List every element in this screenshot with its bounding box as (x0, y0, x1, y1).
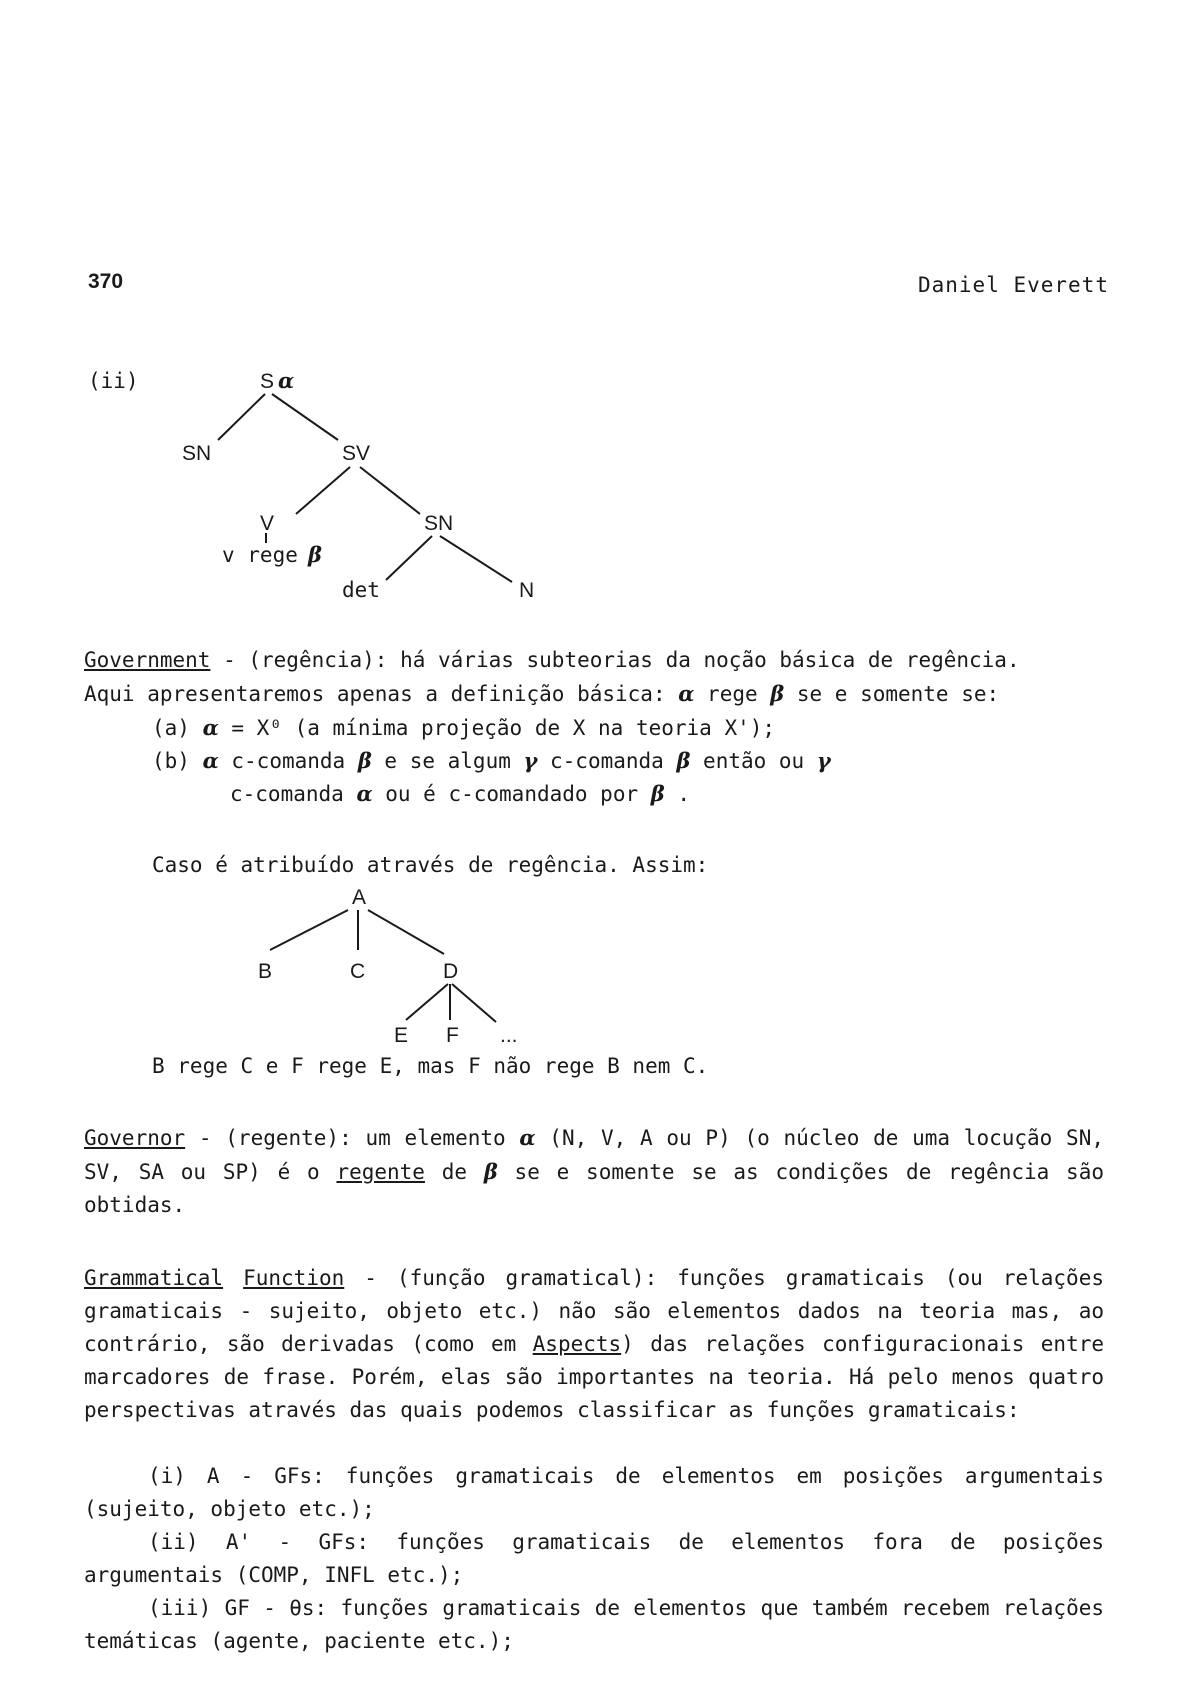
node-v: V (260, 512, 275, 535)
node-b: B (258, 960, 273, 983)
node-n: N (519, 579, 535, 602)
governor-paragraph: Governor - (regente): um elemento α (N, V, A ou P) (o núcleo de uma locução SN, SV, SA ou SP) é o regente de β se e somente se as condições de regência são obtidas. (84, 1125, 1104, 1217)
grammatical-function-paragraph: Grammatical Function - (função gramatical): funções gramaticais (ou relações gramaticais - sujeito, objeto etc.) não são elementos dados na teoria mas, ao contrário, são derivadas (como em Aspects) das relações configuracionais entre marcadores de frase. Porém, elas são importantes na teoria. Há pelo menos quatro perspectivas através das quais podemos classificar as funções gramaticais: (84, 1266, 1104, 1422)
gamma-symbol: γ (816, 748, 831, 773)
edge-d-e (406, 984, 448, 1020)
edge-s-sv (272, 394, 338, 440)
beta-symbol: β (650, 781, 665, 806)
running-header-author: Daniel Everett (917, 273, 1109, 297)
syntax-tree-ii (0, 0, 1184, 620)
node-det: det (342, 578, 380, 602)
beta-symbol: β (676, 748, 691, 773)
beta-symbol: β (357, 748, 372, 773)
term-governor: Governor (84, 1126, 186, 1150)
gf-item-iii: (iii) GF - θs: funções gramaticais de elementos que também recebem relações temáticas (agente, paciente etc.); (84, 1596, 1104, 1653)
term-grammatical: Grammatical (84, 1266, 224, 1290)
edge-sn-det (386, 536, 432, 580)
government-clause-b-cont: c-comanda α ou é c-comandado por β . (230, 781, 691, 806)
gamma-symbol: γ (523, 748, 538, 773)
edge-sv-v (296, 467, 350, 514)
alpha-symbol: α (519, 1125, 536, 1150)
node-sv: SV (342, 442, 371, 465)
node-f: F (446, 1024, 459, 1047)
term-function: Function (243, 1266, 345, 1290)
government-clause-a: (a) α = X⁰ (a mínima projeção de X na teoria X'); (152, 715, 776, 740)
node-sn: SN (182, 442, 212, 465)
alpha-symbol: α (678, 681, 695, 706)
edge-s-sn (218, 394, 265, 440)
alpha-symbol: α (202, 715, 219, 740)
node-e: E (394, 1024, 409, 1047)
node-dots: ... (500, 1024, 518, 1047)
case-caption: B rege C e F rege E, mas F não rege B nem C. (152, 1054, 709, 1078)
edge-a-d (368, 910, 444, 954)
node-s: S (260, 370, 275, 393)
page-number: 370 (88, 270, 124, 293)
term-regente: regente (336, 1160, 425, 1184)
beta-symbol: β (770, 681, 785, 706)
term-government: Government (84, 648, 211, 672)
edge-sn-n (440, 536, 512, 582)
edge-sv-sn (360, 467, 420, 514)
node-d: D (443, 960, 459, 983)
edge-d-dots (452, 984, 496, 1022)
node-c: C (350, 960, 366, 983)
term-aspects: Aspects (532, 1332, 622, 1356)
tree-ii-label: (ii) (88, 369, 139, 393)
alpha-symbol: α (202, 748, 219, 773)
edge-a-b (270, 910, 348, 950)
case-intro: Caso é atribuído através de regência. Assim: (152, 853, 709, 877)
gf-item-i: (i) A - GFs: funções gramaticais de elementos em posições argumentais (sujeito, objeto etc.); (84, 1464, 1104, 1521)
v-rege: v rege (222, 543, 298, 567)
government-clause-b: (b) α c-comanda β e se algum γ c-comanda β então ou γ (152, 748, 831, 773)
alpha-symbol: α (278, 368, 295, 393)
gf-item-ii: (ii) A' - GFs: funções gramaticais de elementos fora de posições argumentais (COMP, INFL etc.); (84, 1530, 1104, 1587)
node-a: A (352, 886, 367, 909)
node-sn2: SN (424, 512, 454, 535)
beta-symbol: β (308, 542, 322, 567)
beta-symbol: β (483, 1159, 498, 1184)
government-line-2: Aqui apresentaremos apenas a definição básica: α rege β se e somente se: (84, 681, 1000, 706)
government-line-1: Government - (regência): há várias subteorias da noção básica de regência. (84, 648, 1020, 672)
alpha-symbol: α (356, 781, 373, 806)
